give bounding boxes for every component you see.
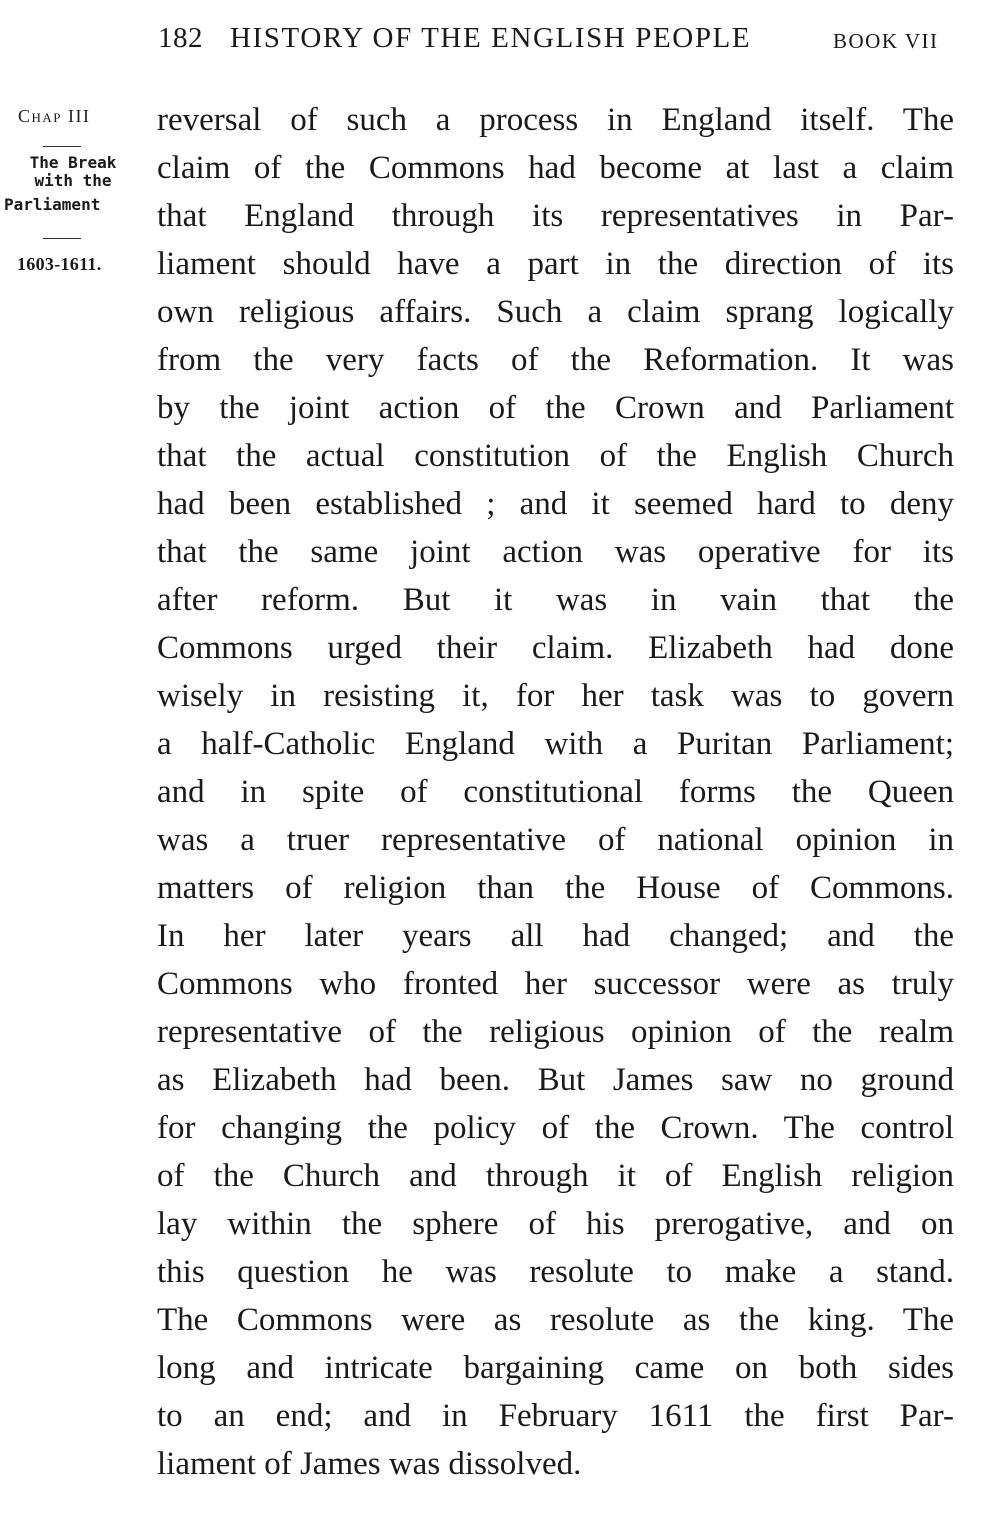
running-title: HISTORY OF THE ENGLISH PEOPLE [230, 22, 752, 54]
chapter-label: Chap III [18, 106, 91, 126]
page-number: 182 [158, 22, 203, 54]
text-line: by the joint action of the Crown and Parliament [157, 390, 954, 426]
body-text [157, 96, 954, 1488]
margin-date-range: 1603-1611. [17, 254, 102, 274]
text-line: liament of James was dissolved. [157, 1446, 582, 1482]
text-line: of the Church and through it of English religion [157, 1158, 954, 1194]
text-line: lay within the sphere of his prerogative, and on [157, 1206, 954, 1242]
text-line: and in spite of constitutional forms the Queen [157, 774, 954, 810]
text-line: own religious affairs. Such a claim sprang logically [157, 294, 954, 330]
text-line: this question he was resolute to make a stand. [157, 1254, 954, 1290]
text-line: In her later years all had changed; and the [157, 918, 954, 954]
text-line: that England through its representatives in Par- [157, 198, 954, 234]
text-line: liament should have a part in the direction of its [157, 246, 954, 282]
margin-rule [43, 238, 81, 239]
text-line: wisely in resisting it, for her task was to govern [157, 678, 954, 714]
text-line: matters of religion than the House of Commons. [157, 870, 954, 906]
text-line: that the same joint action was operative for its [157, 534, 954, 570]
text-line: from the very facts of the Reformation. It was [157, 342, 954, 378]
running-head [0, 22, 1000, 62]
margin-topic-line: The Break [29, 153, 117, 172]
text-line: a half-Catholic England with a Puritan Parliament; [157, 726, 954, 762]
text-line: was a truer representative of national opinion in [157, 822, 954, 858]
margin-topic-line: with the [34, 171, 112, 190]
text-line: reversal of such a process in England itself. The [157, 102, 954, 138]
text-line: had been established ; and it seemed hard to deny [157, 486, 954, 522]
text-line: long and intricate bargaining came on both sides [157, 1350, 954, 1386]
text-line: to an end; and in February 1611 the first Par- [157, 1398, 954, 1434]
text-line: claim of the Commons had become at last a claim [157, 150, 954, 186]
text-line: Commons who fronted her successor were as truly [157, 966, 954, 1002]
text-line: for changing the policy of the Crown. The control [157, 1110, 954, 1146]
text-line: that the actual constitution of the English Church [157, 438, 954, 474]
margin-rule [43, 146, 81, 147]
margin-topic-line: Parliament [4, 195, 101, 214]
book-label: BOOK VII [833, 29, 939, 53]
text-line: Commons urged their claim. Elizabeth had done [157, 630, 954, 666]
text-line: as Elizabeth had been. But James saw no ground [157, 1062, 954, 1098]
text-line: The Commons were as resolute as the king. The [157, 1302, 954, 1338]
text-line: after reform. But it was in vain that the [157, 582, 954, 618]
text-line: representative of the religious opinion of the realm [157, 1014, 954, 1050]
